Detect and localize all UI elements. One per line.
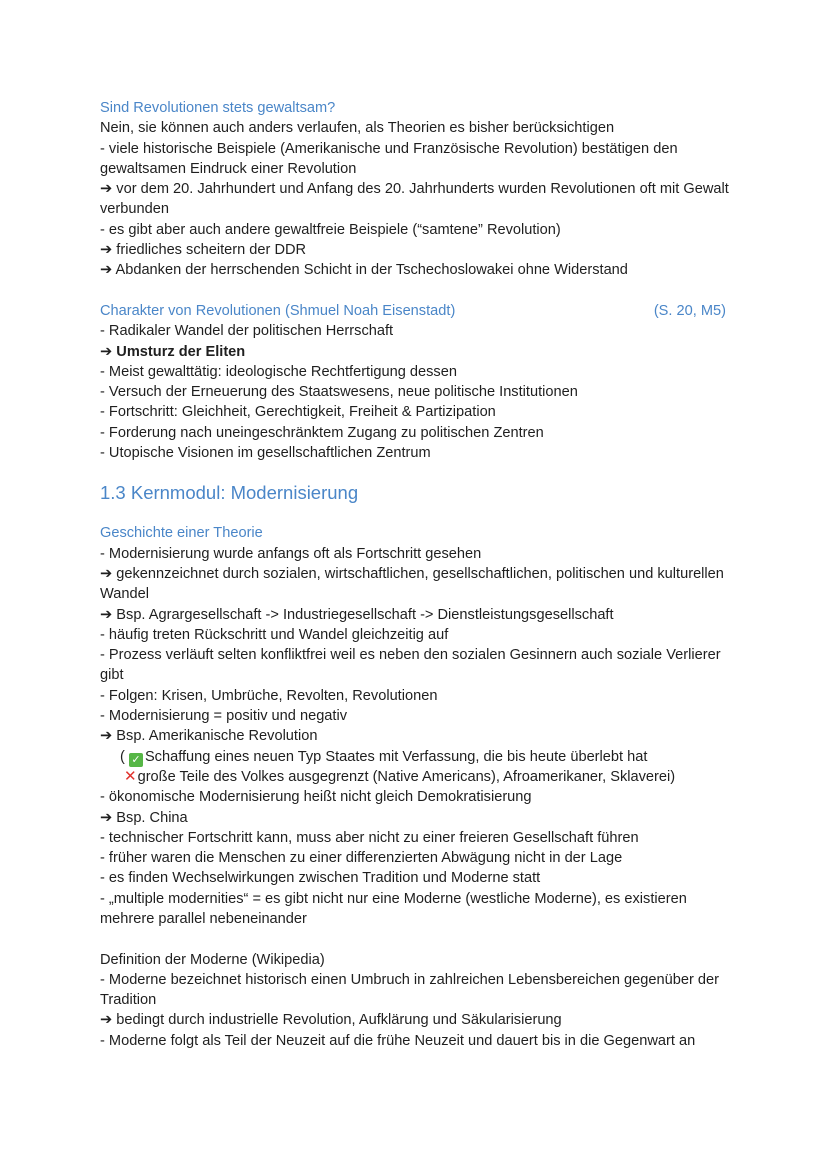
text-line-bold: ➔ Umsturz der Eliten <box>100 343 246 360</box>
text-line: ➔ bedingt durch industrielle Revolution, Aufklärung und Säkularisierung <box>100 1012 562 1029</box>
con-line <box>100 767 740 787</box>
text-line: ➔ Bsp. Amerikanische Revolution <box>100 728 318 745</box>
text-line: ➔ Bsp. Agrargesellschaft -> Industriegesellschaft -> Dienstleistungsgesellschaft <box>100 606 614 623</box>
document-content <box>100 98 740 1051</box>
text-line: ➔ Abdanken der herrschenden Schicht in der Tschechoslowakei ohne Widerstand <box>100 262 628 279</box>
spacer <box>100 281 740 301</box>
text-line: - ökonomische Modernisierung heißt nicht gleich Demokratisierung <box>100 789 532 806</box>
text-line: - früher waren die Menschen zu einer differenzierten Abwägung nicht in der Lage <box>100 850 623 867</box>
text-line: - viele historische Beispiele (Amerikanische und Französische Revolution) bestätigen den gewaltsamen Eindruck einer Revolution <box>100 140 678 177</box>
text-line: ➔ gekennzeichnet durch sozialen, wirtschaftlichen, gesellschaftlichen, politischen und kulturellen Wandel <box>100 565 724 603</box>
text-line: - Radikaler Wandel der politischen Herrschaft <box>100 323 394 340</box>
section-heading-row <box>100 301 726 321</box>
module-title: 1.3 Kernmodul: Modernisierung <box>100 482 359 504</box>
section-heading-modernity-definition: Definition der Moderne (Wikipedia) <box>100 951 325 968</box>
text-line: ➔ vor dem 20. Jahrhundert und Anfang des 20. Jahrhunderts wurden Revolutionen oft mit Gewalt verbunden <box>100 181 729 218</box>
section-heading-theory-history: Geschichte einer Theorie <box>100 525 263 542</box>
text-line: - Moderne folgt als Teil der Neuzeit auf die frühe Neuzeit und dauert bis in die Gegenwart an <box>100 1032 696 1049</box>
pro-line <box>100 747 740 767</box>
text-line: - Forderung nach uneingeschränktem Zugang zu politischen Zentren <box>100 424 544 441</box>
text-line: ➔ Bsp. China <box>100 809 188 826</box>
pro-text: Schaffung eines neuen Typ Staates mit Verfassung, die bis heute überlebt hat <box>144 748 648 765</box>
text-line: - Versuch der Erneuerung des Staatswesens, neue politische Institutionen <box>100 384 578 401</box>
text-line: - Utopische Visionen im gesellschaftlichen Zentrum <box>100 445 431 462</box>
open-parenthesis: ( <box>120 748 125 765</box>
spacer <box>100 929 740 949</box>
text-line: - Moderne bezeichnet historisch einen Umbruch in zahlreichen Lebensbereichen gegenüber der Tradition <box>100 971 719 1009</box>
text-line: - Folgen: Krisen, Umbrüche, Revolten, Revolutionen <box>100 687 438 704</box>
section-heading-revolutions-violent: Sind Revolutionen stets gewaltsam? <box>100 100 336 116</box>
text-line: - „multiple modernities“ = es gibt nicht nur eine Moderne (westliche Moderne), es existieren mehrere parallel nebeneinander <box>100 890 687 927</box>
text-line: ➔ friedliches scheitern der DDR <box>100 242 307 259</box>
text-line: - Modernisierung wurde anfangs oft als Fortschritt gesehen <box>100 545 482 562</box>
text-line: - Prozess verläuft selten konfliktfrei weil es neben den sozialen Gesinnern auch soziale Verlierer gibt <box>100 647 721 684</box>
text-line: - es gibt aber auch andere gewaltfreie Beispiele (“samtene” Revolution) <box>100 221 561 238</box>
check-mark-icon: ✓ <box>129 753 143 767</box>
con-text: große Teile des Volkes ausgegrenzt (Native Americans), Afroamerikaner, Sklaverei) <box>137 768 676 785</box>
cross-mark-icon: ✕ <box>124 767 137 785</box>
text-line: Nein, sie können auch anders verlaufen, als Theorien es bisher berücksichtigen <box>100 120 615 137</box>
page-reference: (S. 20, M5) <box>653 302 726 319</box>
section-heading-character-revolutions: Charakter von Revolutionen (Shmuel Noah Eisenstadt) <box>100 302 456 319</box>
text-line: - häufig treten Rückschritt und Wandel gleichzeitig auf <box>100 626 449 643</box>
text-line: - Fortschritt: Gleichheit, Gerechtigkeit, Freiheit & Partizipation <box>100 404 496 421</box>
text-line: - es finden Wechselwirkungen zwischen Tradition und Moderne statt <box>100 870 541 887</box>
text-line: - Modernisierung = positiv und negativ <box>100 708 348 725</box>
text-line: - technischer Fortschritt kann, muss aber nicht zu einer freieren Gesellschaft führen <box>100 829 639 846</box>
text-line: - Meist gewalttätig: ideologische Rechtfertigung dessen <box>100 363 457 380</box>
